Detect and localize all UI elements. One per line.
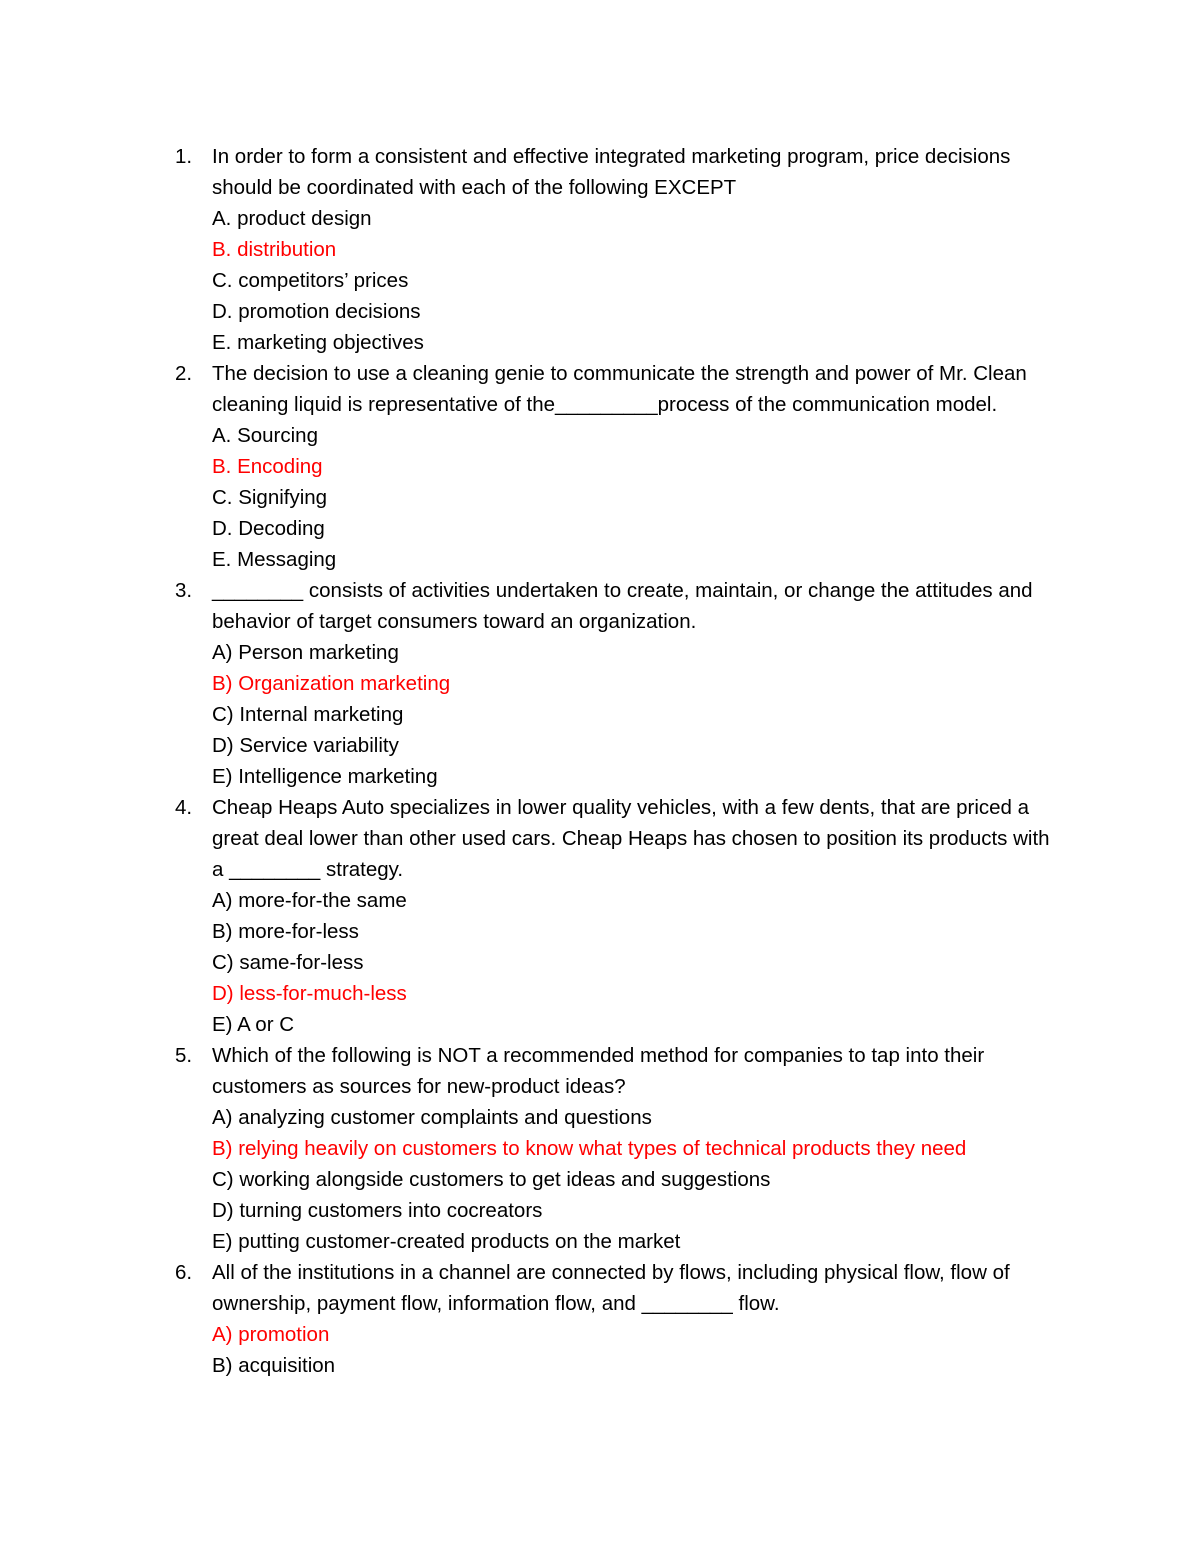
answer-option: E. marketing objectives — [212, 331, 424, 354]
question-number: 6. — [175, 1261, 193, 1284]
answer-option: D. promotion decisions — [212, 300, 421, 323]
answer-option: B) more-for-less — [212, 920, 359, 943]
question-number: 5. — [175, 1044, 193, 1067]
answer-option: A) Person marketing — [212, 641, 399, 664]
question-item — [0, 1257, 1062, 1381]
question-item — [0, 792, 1062, 1040]
answer-option: E) putting customer-created products on the market — [212, 1230, 681, 1253]
question-text: The decision to use a cleaning genie to communicate the strength and power of Mr. Clean cleaning liquid is representative of the_________process of the communication model. — [212, 362, 1033, 416]
question-item — [0, 358, 1062, 575]
answer-option: A. Sourcing — [212, 424, 318, 447]
answer-option: E. Messaging — [212, 548, 337, 571]
question-text: Cheap Heaps Auto specializes in lower quality vehicles, with a few dents, that are priced a great deal lower than other used cars. Cheap Heaps has chosen to position its products with a ________ strategy. — [212, 796, 1056, 881]
answer-option: E) Intelligence marketing — [212, 765, 438, 788]
answer-option: D) Service variability — [212, 734, 399, 757]
answer-option: D. Decoding — [212, 517, 325, 540]
answer-option-correct: A) promotion — [212, 1323, 330, 1346]
answer-option: C) same-for-less — [212, 951, 364, 974]
answer-option: B) acquisition — [212, 1354, 336, 1377]
answer-option-correct: B) relying heavily on customers to know what types of technical products they need — [212, 1137, 967, 1160]
answer-option: D) turning customers into cocreators — [212, 1199, 543, 1222]
question-item — [0, 1040, 1062, 1257]
question-number: 4. — [175, 796, 193, 819]
answer-option: A) more-for-the same — [212, 889, 407, 912]
question-number: 2. — [175, 362, 193, 385]
answer-option: A. product design — [212, 207, 372, 230]
question-number: 3. — [175, 579, 193, 602]
question-list — [0, 141, 1200, 1381]
answer-option-correct: B) Organization marketing — [212, 672, 451, 695]
answer-option: C. Signifying — [212, 486, 328, 509]
answer-option: C) Internal marketing — [212, 703, 404, 726]
question-number: 1. — [175, 145, 193, 168]
answer-option: E) A or C — [212, 1013, 295, 1036]
question-text: ________ consists of activities undertaken to create, maintain, or change the attitudes and behavior of target consumers toward an organization. — [212, 579, 1039, 633]
answer-option-correct: D) less-for-much-less — [212, 982, 407, 1005]
question-text: In order to form a consistent and effective integrated marketing program, price decisions should be coordinated with each of the following EXCEPT — [212, 145, 1017, 199]
answer-option: C. competitors’ prices — [212, 269, 409, 292]
question-text: All of the institutions in a channel are connected by flows, including physical flow, flow of ownership, payment flow, information flow, and ________ flow. — [212, 1261, 1016, 1315]
question-item — [0, 575, 1062, 792]
answer-option: A) analyzing customer complaints and questions — [212, 1106, 652, 1129]
answer-option-correct: B. distribution — [212, 238, 337, 261]
answer-option-correct: B. Encoding — [212, 455, 323, 478]
question-text: Which of the following is NOT a recommended method for companies to tap into their customers as sources for new-product ideas? — [212, 1044, 990, 1098]
question-item — [0, 141, 1062, 358]
answer-option: C) working alongside customers to get ideas and suggestions — [212, 1168, 771, 1191]
